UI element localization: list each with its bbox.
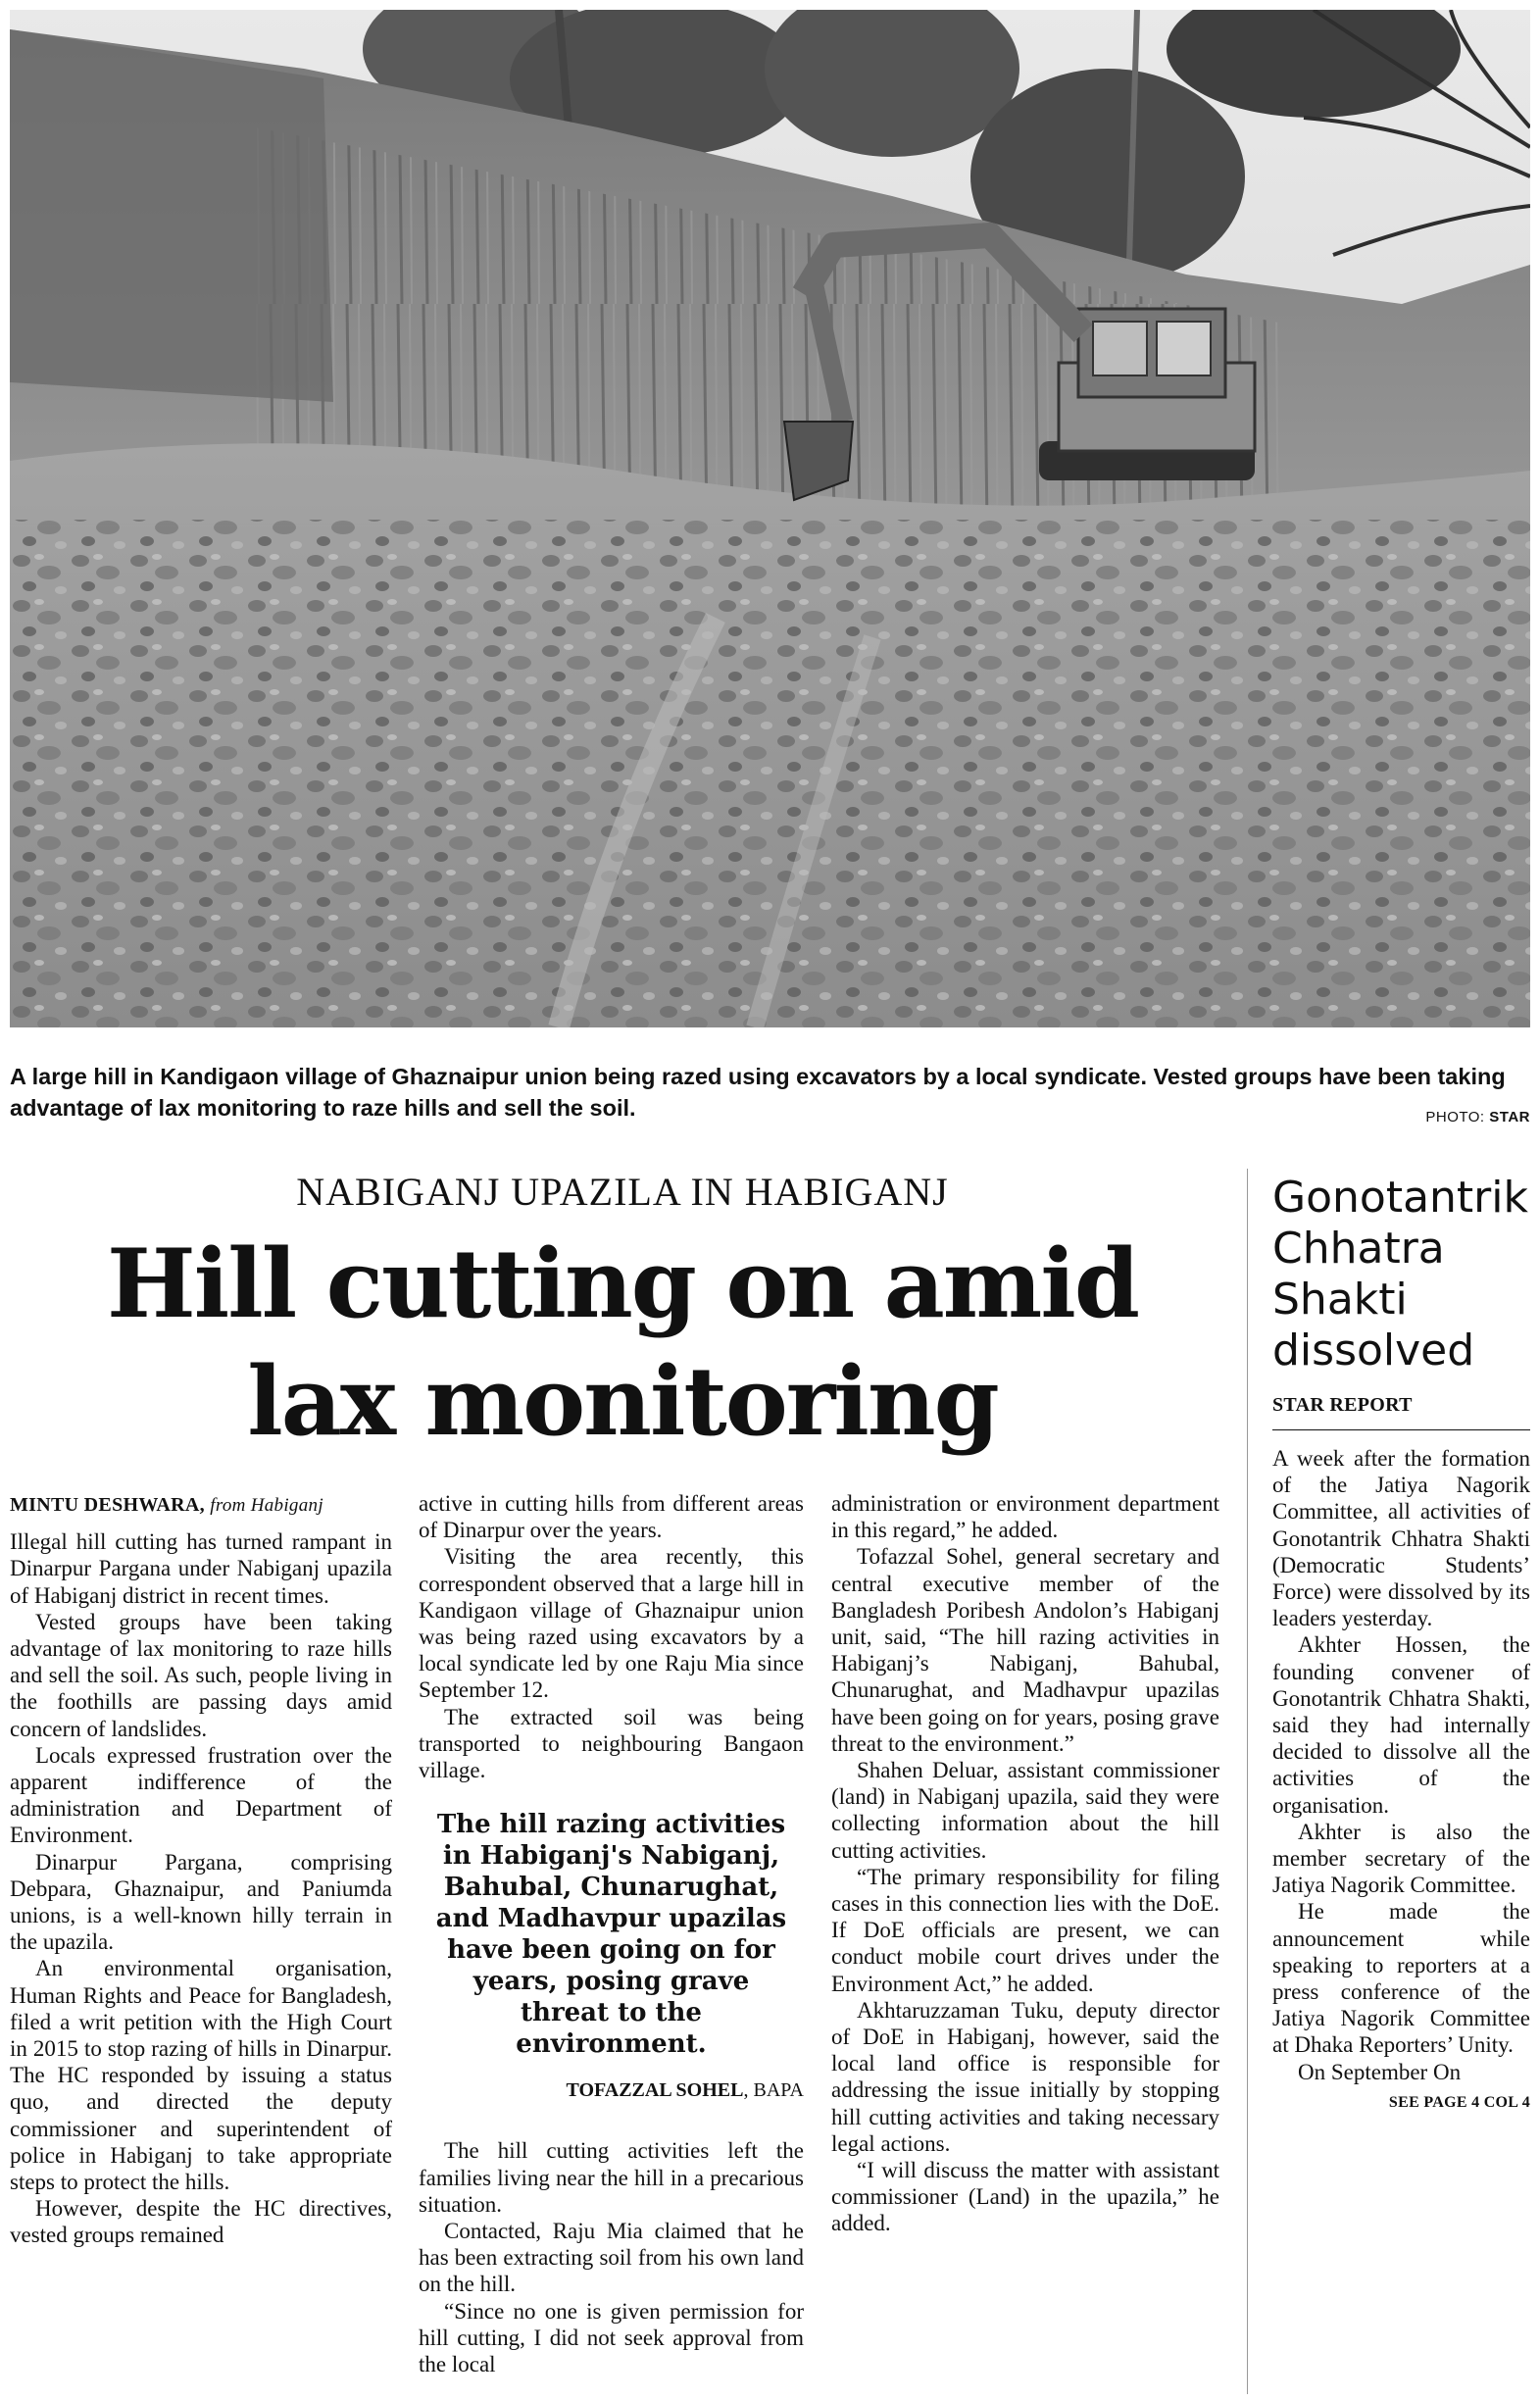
- byline-from: from Habiganj: [210, 1495, 323, 1516]
- paragraph: Akhter is also the member secretary of the Jatiya Nagorik Committee.: [1272, 1819, 1530, 1898]
- paragraph: Akhter Hossen, the founding convener of Gonotantrik Chhatra Shakti, said they had internally decided to dissolve all the activities of the organisation.: [1272, 1632, 1530, 1818]
- paragraph: However, despite the HC directives, vested groups remained: [10, 2196, 392, 2248]
- side-story-rule: [1272, 1429, 1530, 1430]
- jump-line[interactable]: SEE PAGE 4 COL 4: [1388, 2093, 1530, 2111]
- story-kicker: NABIGANJ UPAZILA IN HABIGANJ: [296, 1170, 949, 1214]
- story-byline: [10, 1492, 392, 1519]
- paragraph: Shahen Deluar, assistant commissioner (land) in Nabiganj upazila, said they were collecting information about the hill cutting activities.: [831, 1758, 1219, 1863]
- photo-caption: A large hill in Kandigaon village of Ghaznaipur union being razed using excavators by a local syndicate. Vested groups have been taking advantage of lax monitoring to raze hills and sell the soil.: [10, 1064, 1506, 1121]
- pull-quote-name: TOFAZZAL SOHEL: [566, 2079, 744, 2102]
- paragraph: A week after the formation of the Jatiya Nagorik Committee, all activities of Gonotantrik Chhatra Shakti (Democratic Students’ Force) were dissolved by its leaders yesterday.: [1272, 1446, 1530, 1631]
- story-column-1: [10, 1492, 392, 2249]
- headline-line-2: lax monitoring: [247, 1346, 998, 1457]
- photo-credit-prefix: PHOTO:: [1425, 1109, 1485, 1125]
- story-column-3: [831, 1490, 1219, 2237]
- headline-line-1: Hill cutting on amid: [107, 1228, 1138, 1339]
- pull-quote: The hill razing activities in Habiganj's Nabiganj, Bahubal, Chunarughat, and Madhavpur upazilas have been going on for years, posing grave threat to the environment.: [435, 1810, 787, 2060]
- excavator-photo-icon: [10, 10, 1530, 1027]
- paragraph: The hill cutting activities left the families living near the hill in a precarious situation.: [419, 2138, 804, 2217]
- paragraph: Akhtaruzzaman Tuku, deputy director of DoE in Habiganj, however, said the local land office is responsible for addressing the issue initially by stopping hill cutting activities and taking necessary legal actions.: [831, 1997, 1219, 2156]
- side-story-byline: STAR REPORT: [1272, 1394, 1413, 1416]
- paragraph: administration or environment department in this regard,” he added.: [831, 1491, 1219, 1543]
- news-photo: [10, 10, 1530, 1027]
- photo-credit: [1425, 1109, 1530, 1125]
- byline-name: MINTU DESHWARA,: [10, 1494, 205, 1516]
- paragraph: “Since no one is given permission for hill cutting, I did not seek approval from the local: [419, 2298, 804, 2377]
- paragraph: Illegal hill cutting has turned rampant in Dinarpur Pargana under Nabiganj upazila of Habiganj district in recent times.: [10, 1529, 392, 1608]
- paragraph: Locals expressed frustration over the apparent indifference of the administration and Department of Environment.: [10, 1742, 392, 1848]
- paragraph: Vested groups have been taking advantage of lax monitoring to raze hills and sell the soil. As such, people living in the foothills are passing days amid concern of landslides.: [10, 1609, 392, 1741]
- paragraph: The extracted soil was being transported to neighbouring Bangaon village.: [419, 1704, 804, 1783]
- paragraph: Tofazzal Sohel, general secretary and central executive member of the Bangladesh Poribesh Andolon’s Habiganj unit, said, “The hill razing activities in Habiganj’s Nabiganj, Bahubal, Chunarughat, and Madhavpur upazilas have been going on for years, posing grave threat to the environment.”: [831, 1544, 1219, 1756]
- column-divider: [1247, 1169, 1248, 2394]
- photo-credit-source: STAR: [1489, 1109, 1530, 1125]
- side-story-body: [1272, 1445, 1530, 2116]
- paragraph: An environmental organisation, Human Rights and Peace for Bangladesh, filed a writ petition with the High Court in 2015 to stop razing of hills in Dinarpur. The HC responded by issuing a status quo, and directed the deputy commissioner and superintendent of police in Habiganj to take appropriate steps to protect the hills.: [10, 1956, 392, 2195]
- paragraph: “The primary responsibility for filing cases in this connection lies with the DoE. If DoE officials are present, we can conduct mobile court drives under the Environment Act,” he added.: [831, 1864, 1219, 1996]
- paragraph: On September On: [1298, 2059, 1462, 2084]
- side-story-headline: Gonotantrik Chhatra Shakti dissolved: [1272, 1173, 1528, 1376]
- pull-quote-attribution: [419, 2077, 804, 2104]
- pull-quote-org: , BAPA: [743, 2079, 804, 2102]
- story-column-2: [419, 1490, 804, 2377]
- paragraph: active in cutting hills from different areas of Dinarpur over the years.: [419, 1491, 804, 1543]
- paragraph: Contacted, Raju Mia claimed that he has been extracting soil from his own land on the hill.: [419, 2219, 804, 2297]
- paragraph: “I will discuss the matter with assistant commissioner (Land) in the upazila,” he added.: [831, 2158, 1219, 2236]
- story-headline: [10, 1226, 1235, 1461]
- paragraph: He made the announcement while speaking to reporters at a press conference of the Jatiya Nagorik Committee at Dhaka Reporters’ Unity.: [1272, 1899, 1530, 2058]
- paragraph: Visiting the area recently, this correspondent observed that a large hill in Kandigaon village of Ghaznaipur union was being razed using excavators by a local syndicate led by one Raju Mia since September 12.: [419, 1544, 804, 1703]
- paragraph: Dinarpur Pargana, comprising Debpara, Ghaznaipur, and Paniumda unions, is a well-known hilly terrain in the upazila.: [10, 1849, 392, 1955]
